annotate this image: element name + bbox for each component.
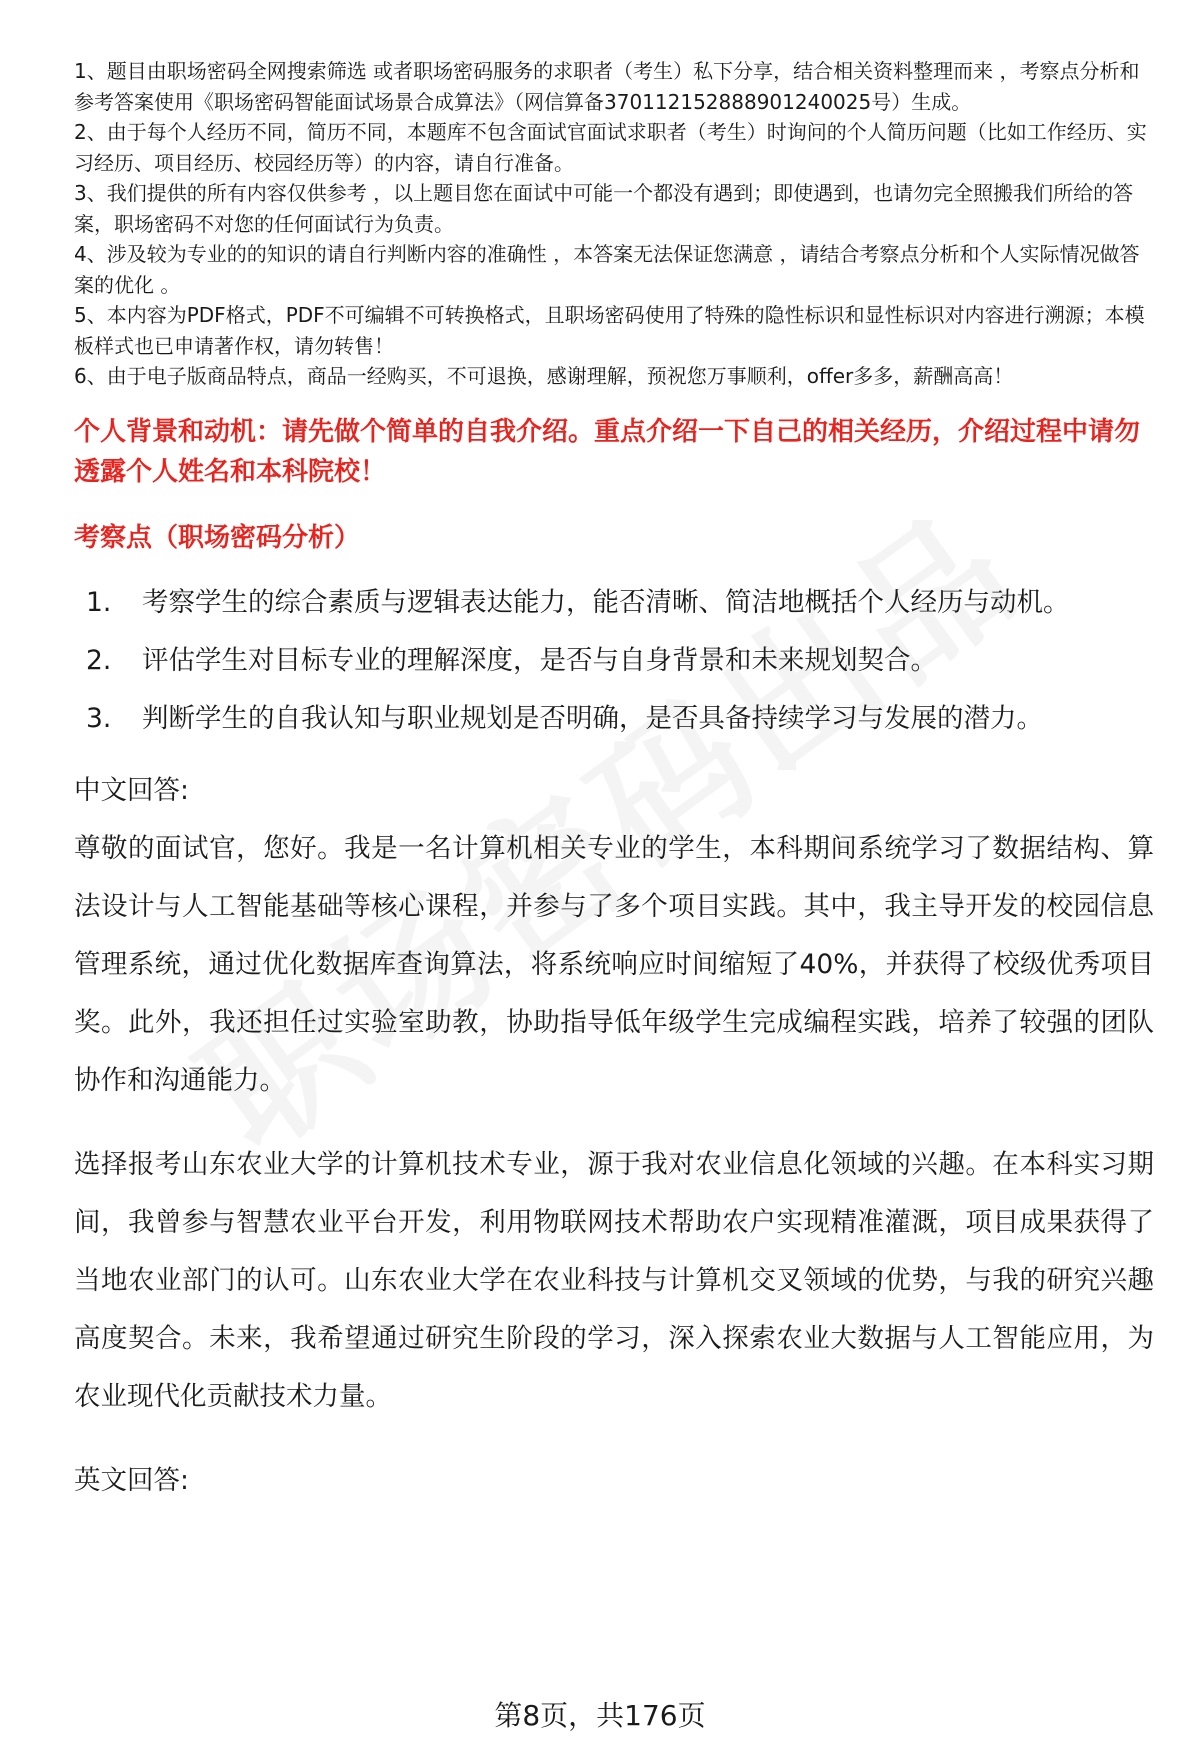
disclaimer-notes	[74, 56, 1154, 392]
english-answer-label: 英文回答:	[74, 1464, 189, 1496]
analysis-point	[74, 574, 1154, 632]
page-number: 第8页，共176页	[494, 1699, 706, 1732]
analysis-point	[74, 690, 1154, 748]
answer-paragraph: 选择报考山东农业大学的计算机技术专业，源于我对农业信息化领域的兴趣。在本科实习期间，我曾参与智慧农业平台开发，利用物联网技术帮助农户实现精准灌溉，项目成果获得了当地农业部门的认可。山东农业大学在农业科技与计算机交叉领域的优势，与我的研究兴趣高度契合。未来，我希望通过研究生阶段的学习，深入探索农业大数据与人工智能应用，为农业现代化贡献技术力量。	[74, 1148, 1154, 1412]
point-text: 考察学生的综合素质与逻辑表达能力，能否清晰、简洁地概括个人经历与动机。	[142, 586, 1070, 618]
analysis-point	[74, 632, 1154, 690]
disclaimer-note: 6、由于电子版商品特点，商品一经购买，不可退换，感谢理解，预祝您万事顺利，offer多多，薪酬高高！	[74, 364, 1014, 388]
disclaimer-note: 4、涉及较为专业的的知识的请自行判断内容的准确性 ，本答案无法保证您满意 ，请结合考察点分析和个人实际情况做答案的优化 。	[74, 242, 1140, 297]
page-content	[74, 56, 1154, 1510]
disclaimer-note: 5、本内容为PDF格式，PDF不可编辑不可转换格式，且职场密码使用了特殊的隐性标识和显性标识对内容进行溯源；本模板样式也已申请著作权，请勿转售！	[74, 303, 1145, 358]
point-number: 3.	[86, 702, 112, 734]
point-text: 评估学生对目标专业的理解深度，是否与自身背景和未来规划契合。	[142, 644, 937, 676]
disclaimer-note: 2、由于每个人经历不同，简历不同，本题库不包含面试官面试求职者（考生）时询问的个人简历问题（比如工作经历、实习经历、项目经历、校园经历等）的内容，请自行准备。	[74, 120, 1147, 175]
point-number: 1.	[86, 586, 112, 618]
analysis-points	[74, 574, 1154, 748]
answer-paragraph: 尊敬的面试官，您好。我是一名计算机相关专业的学生，本科期间系统学习了数据结构、算法设计与人工智能基础等核心课程，并参与了多个项目实践。其中，我主导开发的校园信息管理系统，通过优化数据库查询算法，将系统响应时间缩短了40%，并获得了校级优秀项目奖。此外，我还担任过实验室助教，协助指导低年级学生完成编程实践，培养了较强的团队协作和沟通能力。	[74, 832, 1154, 1096]
disclaimer-note: 3、我们提供的所有内容仅供参考 ，以上题目您在面试中可能一个都没有遇到；即使遇到，也请勿完全照搬我们所给的答案，职场密码不对您的任何面试行为负责。	[74, 181, 1134, 236]
disclaimer-note: 1、题目由职场密码全网搜索筛选 或者职场密码服务的求职者（考生）私下分享，结合相关资料整理而来 ，考察点分析和参考答案使用《职场密码智能面试场景合成算法》（网信算备370112152888901240025号）生成。	[74, 59, 1140, 114]
point-number: 2.	[86, 644, 112, 676]
question-title: 个人背景和动机：请先做个简单的自我介绍。重点介绍一下自己的相关经历，介绍过程中请勿透露个人姓名和本科院校！	[74, 416, 1141, 487]
chinese-answer-label: 中文回答:	[74, 774, 189, 806]
analysis-title: 考察点（职场密码分析）	[74, 522, 361, 553]
point-text: 判断学生的自我认知与职业规划是否明确，是否具备持续学习与发展的潜力。	[142, 702, 1043, 734]
